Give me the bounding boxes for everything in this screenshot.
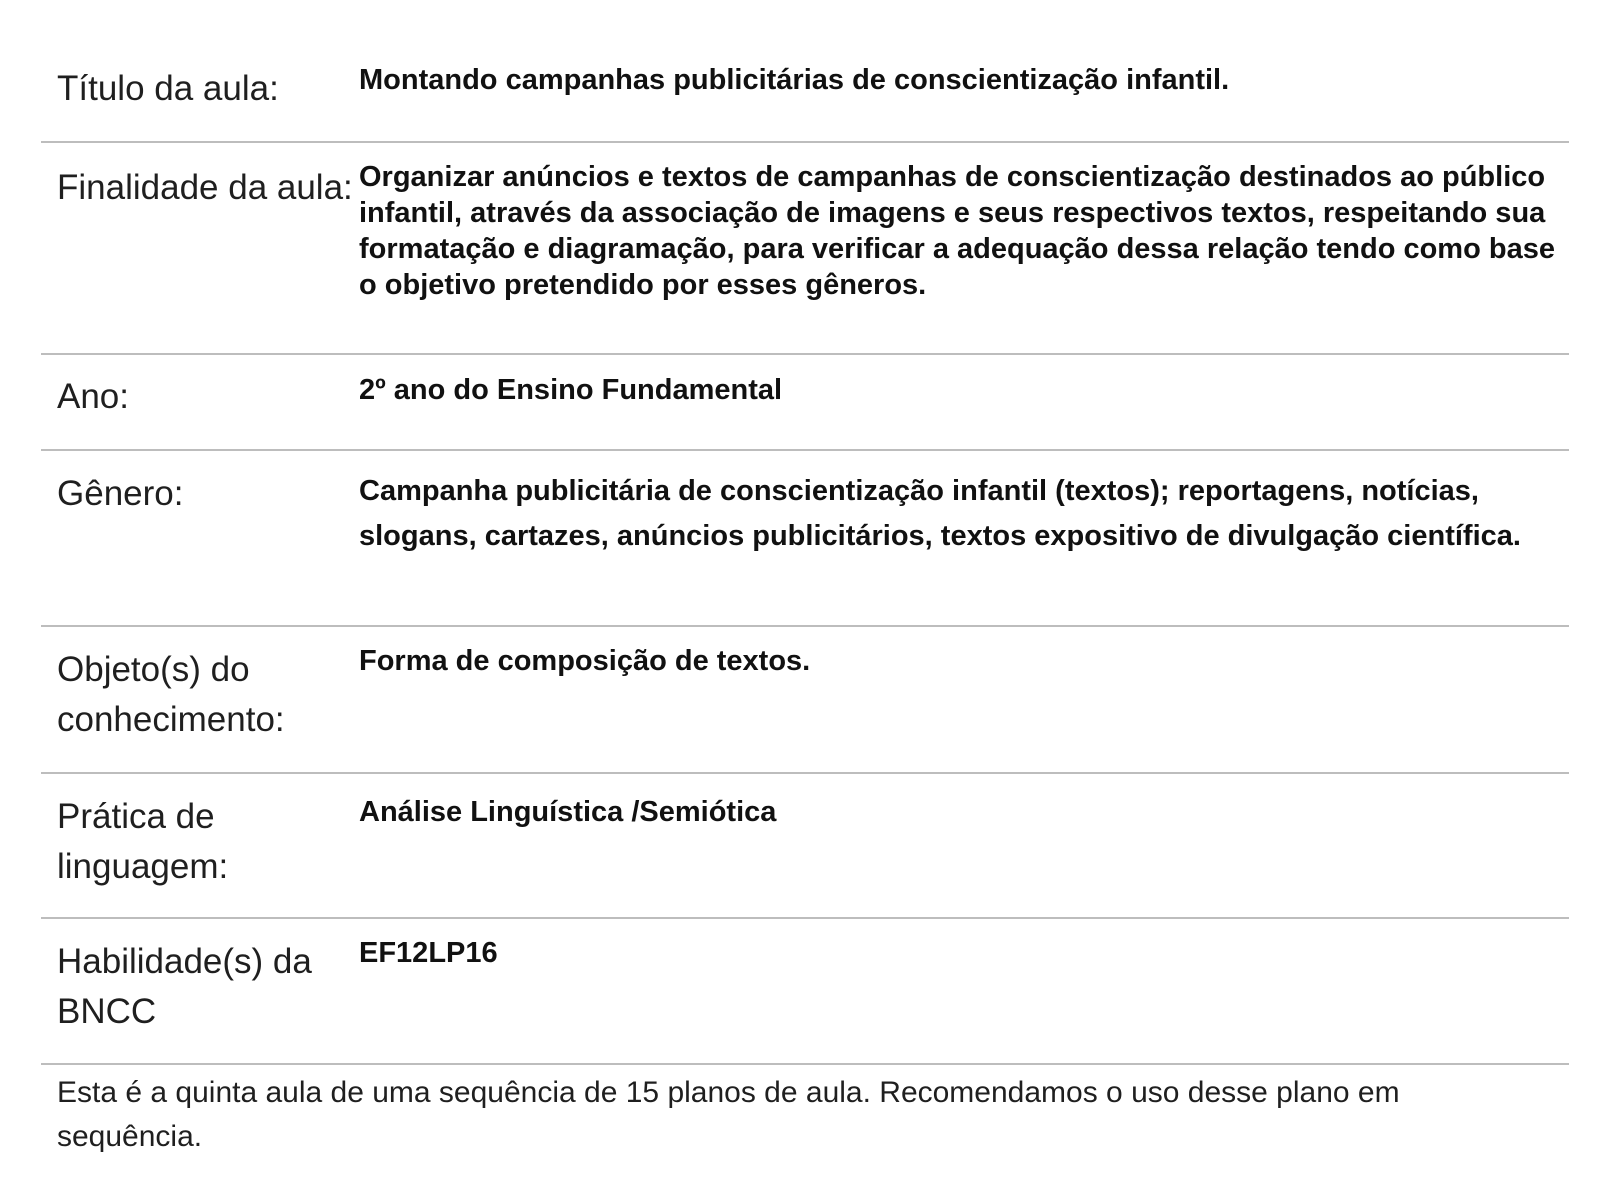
row-value-knowledge-object: Forma de composição de textos.: [359, 645, 811, 677]
row-label-year: Ano:: [57, 377, 129, 416]
row-label-genre: Gênero:: [57, 474, 184, 513]
row-value-purpose: Organizar anúncios e textos de campanhas de conscientização destinados ao público infantil, através da associação de imagens e seus respectivos textos, respeitando sua formatação e diagramação, para verificar a adequação dessa relação tendo como base o objetivo pretendido por esses gêneros.: [359, 161, 1555, 301]
row-label-title: Título da aula:: [57, 69, 279, 108]
row-label-knowledge-object: Objeto(s) do conhecimento:: [57, 650, 285, 739]
table-row-genre: [41, 451, 1569, 627]
row-value-language-practice: Análise Linguística /Semiótica: [359, 796, 777, 828]
row-label-bncc-skill: Habilidade(s) da BNCC: [57, 942, 312, 1031]
row-value-genre: Campanha publicitária de conscientização infantil (textos); reportagens, notícias, slogans, cartazes, anúncios publicitários, textos expositivo de divulgação científica.: [359, 475, 1521, 552]
table-row-language-practice: [41, 774, 1569, 919]
row-label-purpose: Finalidade da aula:: [57, 168, 353, 207]
table-row-bncc-skill: [41, 919, 1569, 1065]
table-row-year: [41, 355, 1569, 451]
row-value-year: 2º ano do Ensino Fundamental: [359, 374, 783, 406]
row-value-title: Montando campanhas publicitárias de conscientização infantil.: [359, 64, 1230, 96]
table-row-purpose: [41, 143, 1569, 355]
sequence-note: Esta é a quinta aula de uma sequência de 15 planos de aula. Recomendamos o uso desse plano em sequência.: [57, 1076, 1400, 1153]
table-row-title: [41, 40, 1569, 143]
table-row-knowledge-object: [41, 627, 1569, 774]
lesson-info-table: [41, 40, 1569, 1065]
row-value-bncc-skill: EF12LP16: [359, 937, 498, 969]
row-label-language-practice: Prática de linguagem:: [57, 797, 229, 886]
